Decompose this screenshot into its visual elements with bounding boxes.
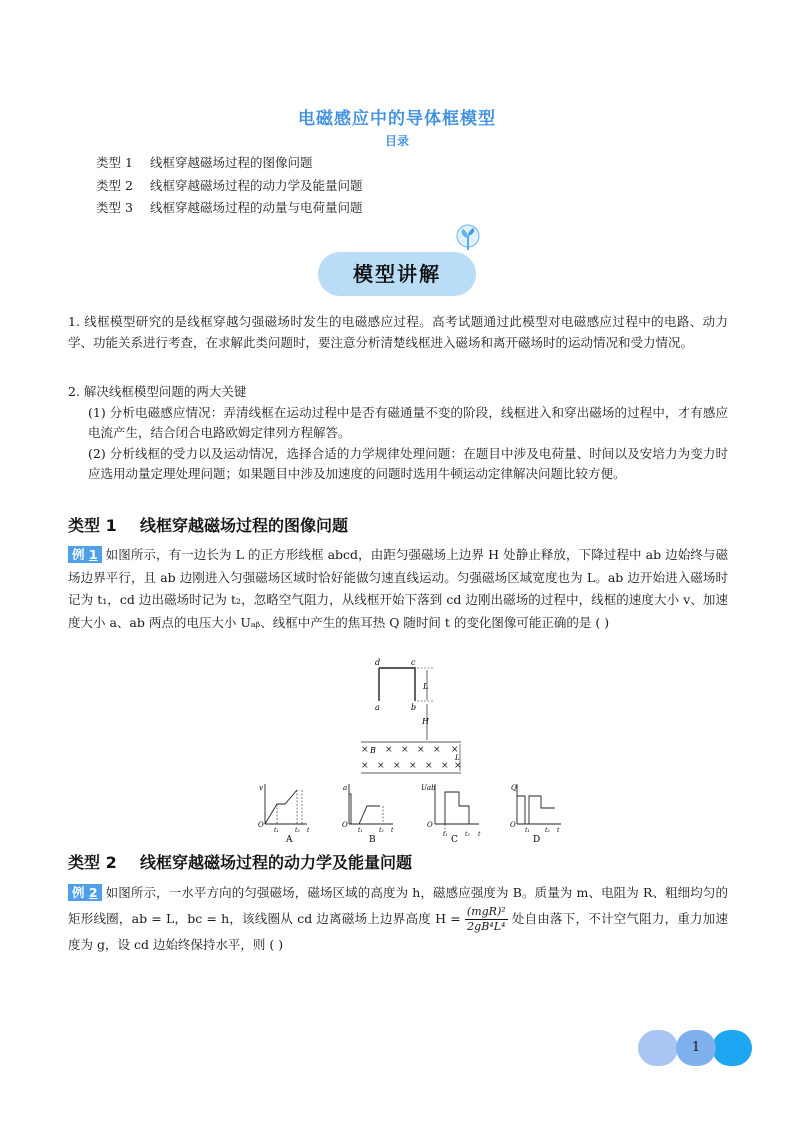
- svg-text:×: ×: [377, 761, 385, 771]
- graph-C-y: Uab: [421, 784, 436, 792]
- frame-label-b: b: [411, 703, 417, 712]
- table-of-contents: [96, 152, 363, 220]
- toc-item-num: 类型 1: [96, 155, 133, 170]
- example-text: 如图所示，有一边长为 L 的正方形线框 abcd，由距匀强磁场上边界 H 处静止释放，下降过程中 ab 边始终与磁场边界平行，且 ab 边刚进入匀强磁场区域时恰好能做匀速直线运动。匀强磁场区域宽度也为 L。ab 边开始进入磁场时记为 t₁，cd 边出磁场时记为 t₂，忽略空气阻力，从线框开始下落到 cd 边刚出磁场的过程中，线框的速度大小 v、加速度大小 a、ab 两点的电压大小 Uₐᵦ、线框中产生的焦耳热 Q 随时间 t 的变化图像可能正确的是 ( ): [68, 547, 728, 630]
- graph-B-t: t: [391, 827, 394, 834]
- intro-point-2: (2) 分析线框的受力以及运动情况，选择合适的力学规律处理问题：在题目中涉及电荷量、时间以及安培力为变力时应选用动量定理处理问题；如果题目中涉及加速度的问题时选用牛顿运动定律解决问题比较方便。: [88, 445, 728, 481]
- example-tag-label: 例: [72, 885, 85, 900]
- graph-D-origin: O: [510, 821, 516, 829]
- toc-item-text: 线框穿越磁场过程的图像问题: [150, 155, 313, 170]
- graph-B-option: B: [369, 835, 376, 845]
- svg-text:×: ×: [441, 761, 449, 771]
- graph-C-t1: t₁: [443, 831, 448, 838]
- frame-label-c: c: [411, 658, 416, 667]
- intro-paragraph-1: [68, 312, 728, 353]
- graph-D-y: Q: [511, 784, 517, 792]
- svg-text:×: ×: [409, 761, 417, 771]
- toc-item-text: 线框穿越磁场过程的动力学及能量问题: [150, 177, 363, 193]
- section-2-heading: [68, 850, 412, 873]
- graph-A: [265, 784, 307, 824]
- example-tag: [68, 546, 102, 563]
- intro-paragraph-2: [68, 382, 728, 485]
- label-L: L: [423, 682, 429, 691]
- page-badge-bubble: [712, 1030, 752, 1066]
- graph-D-t2: t₂: [545, 827, 550, 834]
- example-tag-num: 1: [88, 547, 98, 562]
- page-number: 1: [691, 1040, 701, 1055]
- graph-B: [349, 784, 393, 824]
- sprout-icon: [452, 222, 484, 254]
- section-num: 类型 2: [68, 853, 117, 872]
- svg-text:×: ×: [433, 745, 441, 755]
- graph-B-t2: t₂: [379, 827, 384, 834]
- graph-A-y: v: [259, 784, 263, 792]
- toc-item-text: 线框穿越磁场过程的动量与电荷量问题: [150, 200, 363, 215]
- section-1-heading: [68, 513, 348, 536]
- graph-C: [435, 784, 479, 832]
- graph-B-t1: t₁: [358, 827, 363, 834]
- svg-text:×: ×: [425, 761, 433, 771]
- graph-D-t1: t₁: [525, 827, 530, 834]
- graph-B-y: a: [343, 784, 348, 792]
- label-L-field: L: [455, 754, 460, 762]
- svg-text:×: ×: [385, 745, 393, 755]
- svg-text:×: ×: [454, 761, 462, 771]
- graph-C-t: t: [478, 831, 481, 838]
- fraction-denominator: 2gB⁴L⁴: [467, 919, 506, 933]
- wire-frame: [379, 668, 415, 701]
- document-title: 电磁感应中的导体框模型: [298, 109, 496, 129]
- example-1: [68, 544, 728, 634]
- magnetic-field-crosses: [361, 745, 462, 771]
- frame-label-d: d: [375, 658, 381, 667]
- example-1-figure: [255, 656, 565, 846]
- svg-text:×: ×: [401, 745, 409, 755]
- svg-text:×: ×: [361, 745, 369, 755]
- graph-C-origin: O: [427, 821, 433, 829]
- graph-C-option: C: [451, 835, 458, 845]
- frame-label-a: a: [375, 703, 380, 712]
- toc-item[interactable]: [96, 197, 363, 220]
- graph-B-origin: O: [342, 821, 348, 829]
- graph-A-t: t: [307, 827, 310, 834]
- section-num: 类型 1: [68, 516, 117, 535]
- toc-item[interactable]: [96, 175, 363, 198]
- graph-A-option: A: [286, 835, 293, 845]
- svg-text:×: ×: [417, 745, 425, 755]
- svg-text:×: ×: [451, 745, 459, 755]
- section-title: 线框穿越磁场过程的图像问题: [140, 516, 349, 535]
- toc-item-num: 类型 2: [96, 177, 133, 193]
- fraction-numerator: (mgR)²: [466, 904, 506, 918]
- example-tag-label: 例: [72, 547, 85, 562]
- graph-D-option: D: [533, 835, 541, 845]
- svg-text:×: ×: [361, 761, 369, 771]
- graph-D: [517, 784, 561, 824]
- graph-A-origin: O: [258, 821, 264, 829]
- example-text-cont: 处自由落下，不计空气阻力，重力加速度为 g，设 cd 边始终保持水平，则 ( ): [68, 910, 728, 952]
- example-tag-num: 2: [88, 885, 98, 900]
- intro-text: 1. 线框模型研究的是线框穿越匀强磁场时发生的电磁感应过程。高考试题通过此模型对电磁感应过程中的电路、动力学、功能关系进行考查，在求解此类问题时，要注意分析清楚线框进入磁场和离开磁场时的运动情况和受力情况。: [68, 314, 728, 350]
- formula-fraction: [465, 905, 508, 934]
- graph-C-t2: t₂: [465, 831, 470, 838]
- section-banner: 模型讲解: [318, 252, 476, 296]
- toc-heading: 目录: [384, 134, 409, 148]
- page-badge-bubble: [638, 1030, 678, 1066]
- label-H: H: [422, 717, 429, 726]
- example-2: [68, 882, 728, 956]
- svg-text:×: ×: [393, 761, 401, 771]
- section-title: 线框穿越磁场过程的动力学及能量问题: [140, 853, 413, 872]
- graph-A-t2: t₂: [295, 827, 300, 834]
- example-text: 如图所示，一水平方向的匀强磁场，磁场区域的高度为 h，磁感应强度为 B。质量为 m、电阻为 R、粗细均匀的矩形线圈，ab = L，bc = h，该线圈从 cd 边离磁场上边界高度 H =: [68, 885, 728, 926]
- toc-item-num: 类型 3: [96, 200, 133, 215]
- graph-A-t1: t₁: [274, 827, 279, 834]
- label-B: B: [370, 746, 376, 755]
- intro-point-1: (1) 分析电磁感应情况：弄清线框在运动过程中是否有磁通量不变的阶段，线框进入和穿出磁场的过程中，才有感应电流产生，结合闭合电路欧姆定律列方程解答。: [88, 404, 728, 440]
- toc-item[interactable]: [96, 152, 363, 175]
- graph-D-t: t: [557, 827, 560, 834]
- example-tag: [68, 884, 102, 901]
- intro-heading: 2. 解决线框模型问题的两大关键: [68, 384, 247, 399]
